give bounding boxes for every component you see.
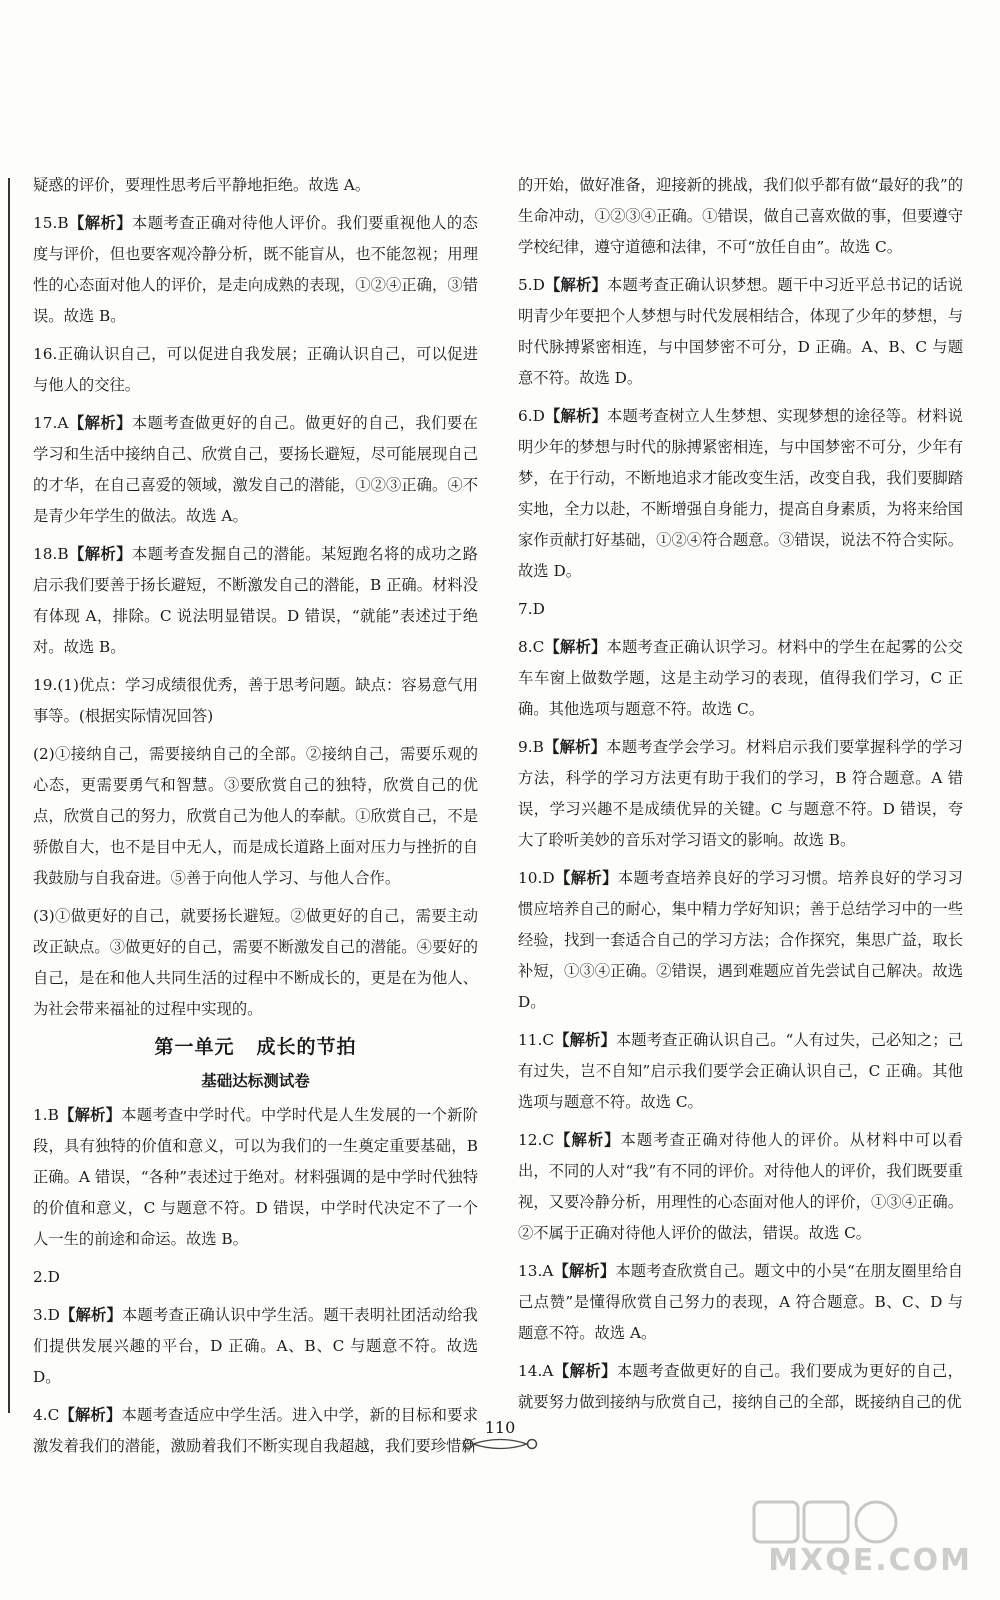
analysis-tag: 【解析】: [544, 407, 607, 425]
unit-title-part1: 第一单元: [154, 1036, 235, 1058]
analysis-tag: 【解析】: [543, 738, 607, 756]
answer-item: [33, 339, 478, 401]
answer-number: 8.C: [518, 638, 545, 656]
analysis-tag: 【解析】: [58, 1106, 122, 1124]
analysis-tag: 【解析】: [68, 414, 132, 432]
answer-number: 7.D: [518, 600, 545, 618]
answer-text: 本题考查做更好的自己。做更好的自己，我们要在学习和生活中接纳自己、欣赏自己，要扬长避短，尽可能展现自己的才华，在自己喜爱的领域，激发自己的潜能，①②③正确。④不是青少年学生的做法。故选 A。: [33, 414, 478, 525]
ornament-icon: [460, 1437, 540, 1451]
answer-text: (3)①做更好的自己，就要扬长避短。②做更好的自己，需要主动改正缺点。③做更好的自己，需要不断激发自己的潜能。④要好的自己，是在和他人共同生活的过程中不断成长的，更是在为他人、为社会带来福祉的过程中实现的。: [33, 907, 478, 1018]
test-subtitle: 基础达标测试卷: [201, 1071, 310, 1090]
answer-item: [33, 408, 478, 532]
analysis-tag: 【解析】: [544, 638, 607, 656]
page-number: 110: [484, 1418, 516, 1437]
answer-text: 本题考查正确认识中学生活。题干表明社团活动给我们提供发展兴趣的平台，D 正确。A、B、C 与题意不符。故选 D。: [33, 1306, 478, 1386]
answer-text: (1)优点：学习成绩很优秀，善于思考问题。缺点：容易意气用事等。(根据实际情况回答): [33, 676, 478, 725]
page-footer: [0, 1418, 1000, 1451]
answer-text: 本题考查培养良好的学习习惯。培养良好的学习习惯应培养自己的耐心，集中精力学好知识；善于总结学习中的一些经验，找到一套适合自己的学习方法；合作探究，集思广益，取长补短，①③④正确。②错误，遇到难题应首先尝试自己解决。故选 D。: [518, 869, 963, 1011]
answer-number: 3.D: [33, 1306, 60, 1324]
right-column: [518, 170, 963, 1425]
answer-item: [518, 732, 963, 856]
answer-number: 14.A: [518, 1362, 554, 1380]
answer-number: 19.: [33, 676, 58, 694]
answer-item: [518, 270, 963, 394]
analysis-tag: 【解析】: [59, 1406, 122, 1424]
answer-text: 本题考查欣赏自己。题文中的小吴“在朋友圈里给自己点赞”是懂得欣赏自己努力的表现，A 符合题意。B、C、D 与题意不符。故选 A。: [518, 1262, 963, 1342]
analysis-tag: 【解析】: [554, 1031, 616, 1049]
answer-text: 本题考查适应中学生活。进入中学，新的目标和要求激发着我们的潜能，激励着我们不断实现自我超越，我们要珍惜新: [33, 1406, 478, 1455]
answer-item: [518, 170, 963, 263]
answer-text: 本题考查正确认识学习。材料中的学生在起雾的公交车车窗上做数学题，这是主动学习的表现，值得我们学习，C 正确。其他选项与题意不符。故选 C。: [518, 638, 963, 718]
answer-text: 本题考查正确认识自己。“人有过失，己必知之；己有过失，岂不自知”启示我们要学会正确认识自己，C 正确。其他选项与题意不符。故选 C。: [518, 1031, 963, 1111]
answer-item: [33, 1262, 478, 1293]
answer-item: [33, 1300, 478, 1393]
answer-text: 本题考查发掘自己的潜能。某短跑名将的成功之路启示我们要善于扬长避短，不断激发自己的潜能，B 正确。材料没有体现 A，排除。C 说法明显错误。D 错误，“就能”表述过于绝对。故选 B。: [33, 545, 478, 656]
answer-item: [33, 739, 478, 894]
analysis-tag: 【解析】: [59, 1306, 122, 1324]
answer-item: [33, 170, 478, 201]
answer-text: 正确认识自己，可以促进自我发展；正确认识自己，可以促进与他人的交往。: [33, 345, 478, 394]
answer-text: 本题考查正确对待他人评价。我们要重视他人的态度与评价，但也要客观冷静分析，既不能盲从，也不能忽视；用理性的心态面对他人的评价，是走向成熟的表现，①②④正确，③错误。故选 B。: [33, 214, 478, 325]
analysis-tag: 【解析】: [68, 214, 133, 232]
answer-text: 的开始，做好准备，迎接新的挑战，我们似乎都有做“最好的我”的生命冲动，①②③④正确。①错误，做自己喜欢做的事，但要遵守学校纪律，遵守道德和法律，不可“放任自由”。故选 C。: [518, 176, 963, 256]
answer-item: [518, 632, 963, 725]
left-column: [33, 170, 478, 1469]
answer-number: 9.B: [518, 738, 544, 756]
answer-item: [518, 1256, 963, 1349]
answer-item: [33, 539, 478, 663]
answer-item: [33, 901, 478, 1025]
answer-text: 本题考查树立人生梦想、实现梦想的途径等。材料说明少年的梦想与时代的脉搏紧密相连，与中国梦密不可分，少年有梦，在于行动，不断地追求才能改变生活，改变自我，我们要脚踏实地，全力以赴，不断增强自身能力，提高自身素质，为将来给国家作贡献打好基础，①②④符合题意。③错误，说法不符合实际。故选 D。: [518, 407, 963, 580]
answer-text: (2)①接纳自己，需要接纳自己的全部。②接纳自己，需要乐观的心态，更需要勇气和智慧。③要欣赏自己的独特，欣赏自己的优点，欣赏自己的努力，欣赏自己为他人的奉献。①欣赏自己，不是骄傲自大，也不是目中无人，而是成长道路上面对压力与挫折的自我鼓励与自我奋进。⑤善于向他人学习、与他人合作。: [33, 745, 478, 887]
answer-number: 10.D: [518, 869, 555, 887]
analysis-tag: 【解析】: [553, 1262, 616, 1280]
answer-text: 本题考查正确认识梦想。题干中习近平总书记的话说明青少年要把个人梦想与时代发展相结合，体现了少年的梦想，与时代脉搏紧密相连，与中国梦密不可分，D 正确。A、B、C 与题意不符。故选 D。: [518, 276, 963, 387]
answer-number: 1.B: [33, 1106, 59, 1124]
answer-item: [518, 401, 963, 587]
answer-number: 15.B: [33, 214, 69, 232]
answer-number: 12.C: [518, 1131, 555, 1149]
analysis-tag: 【解析】: [544, 276, 607, 294]
answer-item: [518, 1025, 963, 1118]
answer-item: [518, 1356, 963, 1418]
unit-title: [33, 1032, 478, 1063]
analysis-tag: 【解析】: [554, 1131, 621, 1149]
answer-number: 18.B: [33, 545, 69, 563]
column-rule: [8, 178, 10, 1413]
answer-item: [518, 1125, 963, 1249]
answer-text: 本题考查正确对待他人的评价。从材料中可以看出，不同的人对“我”有不同的评价。对待他人的评价，我们既要重视，又要冷静分析，用理性的心态面对他人的评价，①③④正确。②不属于正确对待他人评价的做法，错误。故选 C。: [518, 1131, 963, 1242]
watermark-text: MXQE.COM: [768, 1543, 972, 1578]
answer-item: [518, 863, 963, 1018]
answer-number: 17.A: [33, 414, 69, 432]
answer-item: [33, 1100, 478, 1255]
unit-title-part2: 成长的节拍: [256, 1036, 357, 1058]
answer-number: 4.C: [33, 1406, 60, 1424]
analysis-tag: 【解析】: [553, 1362, 617, 1380]
answer-text: 本题考查学会学习。材料启示我们要掌握科学的学习方法，科学的学习方法更有助于我们的学习，B 符合题意。A 错误，学习兴趣不是成绩优异的关键。C 与题意不符。D 错误，夸大了聆听美妙的音乐对学习语文的影响。故选 B。: [518, 738, 963, 849]
answer-number: 16.: [33, 345, 58, 363]
analysis-tag: 【解析】: [68, 545, 133, 563]
watermark-logo-icon: [752, 1498, 902, 1548]
answer-item: [33, 670, 478, 732]
answer-number: 6.D: [518, 407, 545, 425]
answer-number: 2.D: [33, 1268, 60, 1286]
analysis-tag: 【解析】: [554, 869, 618, 887]
answer-text: 疑惑的评价，要理性思考后平静地拒绝。故选 A。: [33, 176, 371, 194]
answer-text: 本题考查中学时代。中学时代是人生发展的一个新阶段，具有独特的价值和意义，可以为我们的一生奠定重要基础，B 正确。A 错误，“各种”表述过于绝对。材料强调的是中学时代独特的价值和意义，C 与题意不符。D 错误，中学时代决定不了一个人一生的前途和命运。故选 B。: [33, 1106, 478, 1248]
answer-number: 11.C: [518, 1031, 555, 1049]
answer-number: 5.D: [518, 276, 545, 294]
answer-text: 本题考查做更好的自己。我们要成为更好的自己，就要努力做到接纳与欣赏自己，接纳自己的全部，既接纳自己的优: [518, 1362, 963, 1411]
answer-number: 13.A: [518, 1262, 554, 1280]
watermark: [752, 1498, 972, 1578]
answer-item: [518, 594, 963, 625]
answer-item: [33, 208, 478, 332]
